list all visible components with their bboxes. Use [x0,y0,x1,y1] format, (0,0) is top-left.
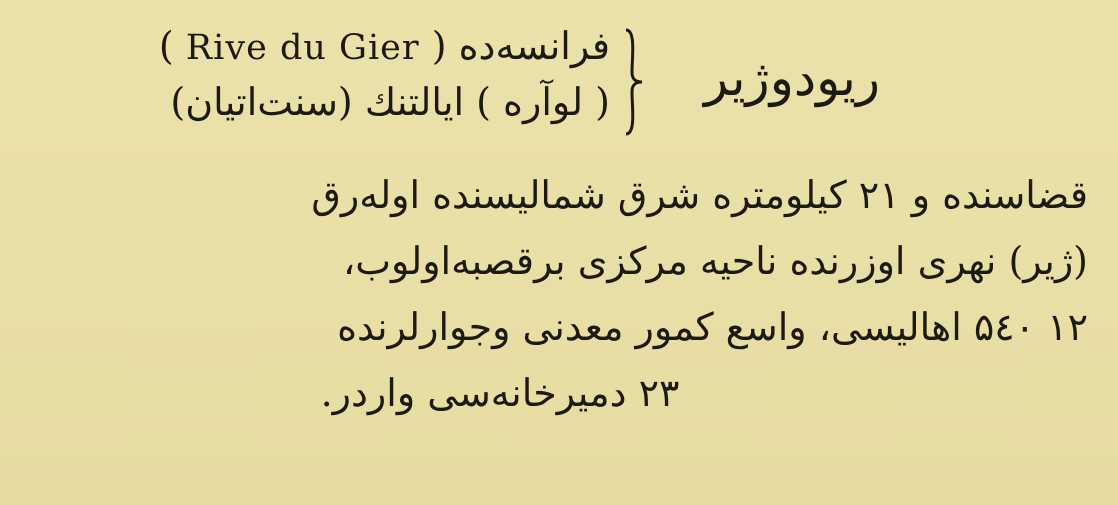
body-line-1: قضاسنده و ۲۱ کیلومتره شرق شمالیسنده اوله‌رق [311,173,1088,217]
curly-brace [620,28,644,136]
body-line-3: ۱۲ ۵٤۰ اهالیسی، واسع کمور معدنی وجوارلرنده [337,305,1088,349]
entry-body [22,162,1088,426]
header-line-loire: ( لوآره ) ایالتنك (سنت‌اتیان) [170,80,610,124]
entry-header [30,18,1090,148]
paren-open: ( [431,24,447,68]
body-line-2: (ژیر) نهری اوزرنده ناحیه مرکزی برقصبه‌اولوب، [342,239,1088,283]
latin-name: Rive du Gier [185,28,420,68]
headword: ریودوژیر [704,49,880,107]
body-line-4: ۲۳ دمیرخانه‌سی واردر. [320,371,680,415]
paren-close: ) [158,24,174,68]
france-prefix: فرانسه‌ده [458,24,610,68]
header-line-france [30,18,610,74]
header-locations [30,18,610,130]
